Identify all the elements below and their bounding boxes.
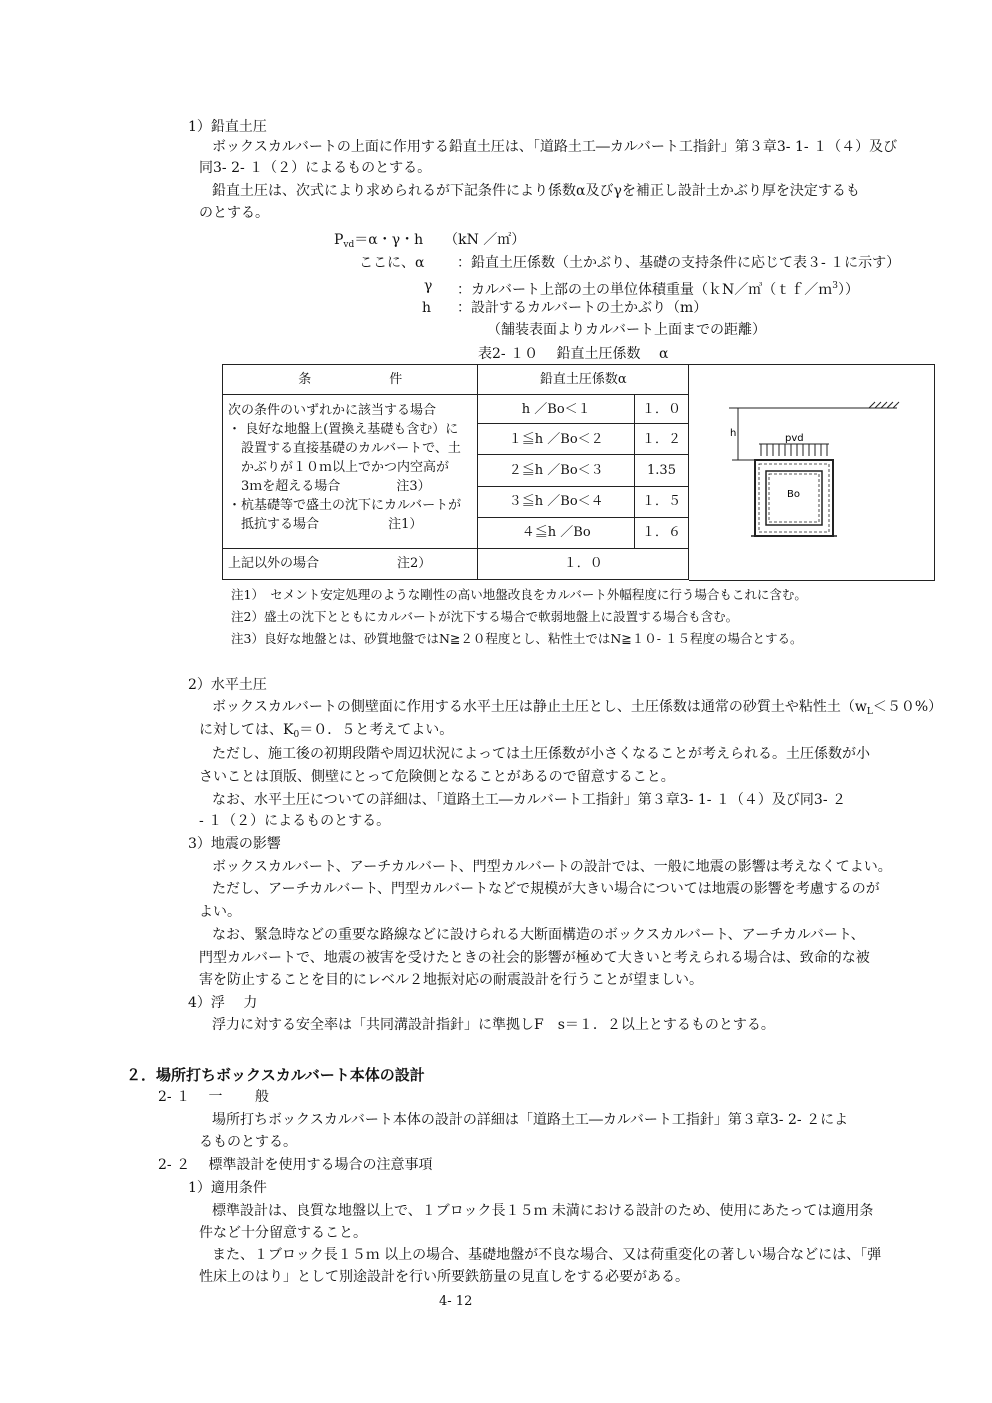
paragraph-line: ただし、アーチカルバート、門型カルバートなどで規模が大きい場合については地震の影響を考慮するのが [212,881,880,897]
paragraph-line: 件など十分留意すること。 [199,1225,367,1241]
paragraph-line: 標準設計は、良質な地盤以上で、１ブロック長１５ｍ 未満における設計のため、使用にあたっては適用条 [212,1203,874,1219]
ground-hatch [869,402,899,408]
chapter-heading: ２．場所打ちボックスカルバート本体の設計 [126,1066,425,1084]
paragraph-line: 性床上のはり」として別途設計を行い所要鉄筋量の見直しをする必要がある。 [199,1269,689,1285]
h-label: h [730,428,737,439]
table-header-condition: 条 件 [223,365,478,395]
ratio-range-cell: ２≦h ／Bo＜３ [478,455,635,486]
where-alpha-label: ここに、α [359,255,425,271]
paragraph-line: さいことは頂版、側壁にとって危険側となることがあるので留意すること。 [199,769,675,785]
paragraph-line: よい。 [199,904,241,920]
pvd-label: pvd [785,433,804,444]
alpha-value-cell: 1.35 [635,455,689,486]
formula: $P_{vd}=\alpha$・γ・h （kN ／㎡） [334,232,526,250]
table-header-coefficient: 鉛直土圧係数α [478,365,689,395]
condition-line: ・ 良好な地盤上(置換え基礎も含む）に [228,422,459,438]
section-heading-vertical-pressure: 1）鉛直土圧 [188,119,267,135]
load-arrows [761,444,827,456]
section-heading-buoyancy: 4）浮 力 [188,995,258,1011]
paragraph-line: なお、水平土圧についての詳細は、「道路土工―カルバート工指針」第３章3‐ 1‐ １（４）及び同3‐ ２ [212,792,847,808]
paragraph-line: ‐ １（２）によるものとする。 [199,813,391,829]
where-h-desc-2: （舗装表面よりカルバート上面までの距離） [487,322,767,338]
table-note: 注1） セメント安定処理のような剛性の高い地盤改良をカルバート外幅程度に行う場合もこれに含む。 [231,587,807,602]
condition-line: かぶりが１０ｍ以上でかつ内空高が [228,460,450,476]
alpha-coefficient-table [222,364,689,580]
where-gamma-desc: ：カルバート上部の土の単位体積重量（ｋN／㎥（ｔｆ／ｍ$^3$）） [457,281,860,298]
condition-line: 3ｍを超える場合 注3） [228,479,431,495]
table-note: 注3）良好な地盤とは、砂質地盤ではN≧２０程度とし、粘性土ではN≧１０‐ １５程度の場合とする。 [231,631,803,646]
culvert-diagram-cell [689,364,935,581]
alpha-value-cell: １．６ [635,517,689,548]
paragraph-line: ただし、施工後の初期段階や周辺状況によっては土圧係数が小さくなることが考えられる。土圧係数が小 [212,746,870,762]
paragraph-line: なお、緊急時などの重要な路線などに設けられる大断面構造のボックスカルバート、アーチカルバート、 [212,927,865,943]
sub-heading-application: 1）適用条件 [188,1180,267,1196]
paragraph-line: るものとする。 [199,1134,297,1150]
table-caption: 表2‐ １０ 鉛直土圧係数 α [478,346,669,362]
subsection-heading-standard-design: 2‐ ２ 標準設計を使用する場合の注意事項 [158,1157,433,1173]
section-heading-horizontal-pressure: 2）水平土圧 [188,677,267,693]
paragraph-line: に対しては、$K_0=0$．５と考えてよい。 [199,722,454,740]
where-h-label: h [422,300,432,316]
page-number: 4‐ 12 [439,1294,473,1309]
bo-label: Bo [787,489,800,500]
subsection-heading-general: 2‐ １ 一 般 [158,1089,269,1105]
paragraph-line: 鉛直土圧は、次式により求められるが下記条件により係数α及びγを補正し設計土かぶり厚を決定するも [212,183,860,199]
paragraph-line: 害を防止することを目的にレベル２地振対応の耐震設計を行うことが望ましい。 [199,972,703,988]
table-note: 注2）盛土の沈下とともにカルバートが沈下する場合で軟弱地盤上に設置する場合も含む。 [231,609,739,624]
box-culvert-diagram [689,365,934,580]
paragraph-line: ボックスカルバート、アーチカルバート、門型カルバートの設計では、一般に地震の影響は考えなくてよい。 [212,859,892,875]
other-value-cell: １．０ [478,548,689,579]
paragraph-line: 場所打ちボックスカルバート本体の設計の詳細は「道路土工―カルバート工指針」第３章3‐ 2‐ ２によ [212,1112,849,1128]
alpha-value-cell: １．５ [635,486,689,517]
other-condition-cell: 上記以外の場合 注2） [223,548,478,579]
section-heading-seismic: 3）地震の影響 [188,836,281,852]
where-alpha-desc: ：鉛直土圧係数（土かぶり、基礎の支持条件に応じて表３‐ １に示す） [457,255,901,271]
alpha-value-cell: １．２ [635,424,689,455]
condition-line: 次の条件のいずれかに該当する場合 [228,403,437,419]
alpha-value-cell: １．０ [635,395,689,424]
paragraph-line: のとする。 [199,205,269,221]
condition-line: 設置する直接基礎のカルバートで、土 [228,441,461,457]
where-h-desc: ：設計するカルバートの土かぶり（m） [457,300,708,316]
ratio-range-cell: ４≦h ／Bo [478,517,635,548]
paragraph-line: 同3‐ 2‐ １（２）によるものとする。 [199,160,432,176]
paragraph-line: ボックスカルバートの上面に作用する鉛直土圧は、「道路土工―カルバート工指針」第３章3‐ 1‐ １（４）及び [212,139,898,155]
ratio-range-cell: ３≦h ／Bo＜４ [478,486,635,517]
paragraph-line: 浮力に対する安全率は「共同溝設計指針」に準拠しF s＝１．２以上とするものとする。 [212,1017,775,1033]
ratio-range-cell: h ／Bo＜１ [478,395,635,424]
paragraph-line: また、１ブロック長１５ｍ 以上の場合、基礎地盤が不良な場合、又は荷重変化の著しい場合などには、「弾 [212,1247,882,1263]
condition-line: ・杭基礎等で盛土の沈下にカルバートが [228,498,462,514]
condition-line: 抵抗する場合 注1） [228,517,423,533]
paragraph-line: 門型カルバートで、地震の被害を受けたときの社会的影響が極めて大きいと考えられる場合は、致命的な被 [199,950,870,966]
where-gamma-label: γ [424,278,433,294]
condition-cell [223,395,478,549]
paragraph-line: ボックスカルバートの側壁面に作用する水平土圧は静止土圧とし、土圧係数は通常の砂質土や粘性土$(w_L<50\%)$ [212,699,943,717]
ratio-range-cell: １≦h ／Bo＜２ [478,424,635,455]
